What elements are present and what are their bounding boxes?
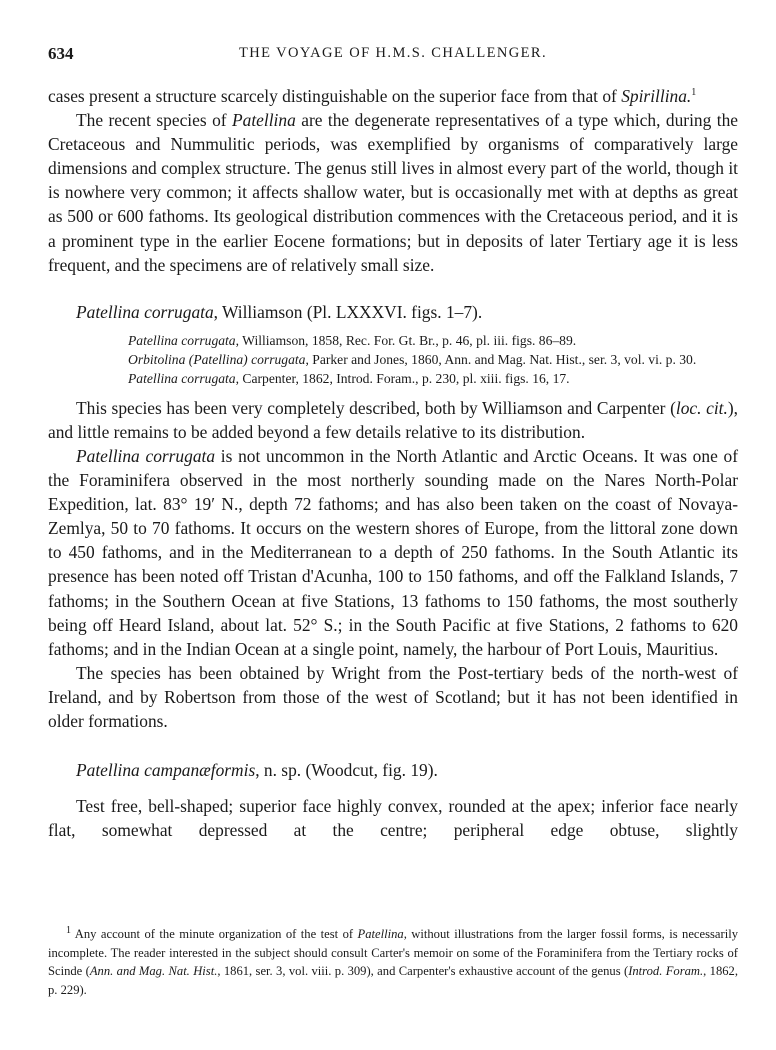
- paragraph-fossil-record: [48, 661, 738, 733]
- synonym-reference: , Parker and Jones, 1860, Ann. and Mag. Nat. Hist., ser. 3, vol. vi. p. 30.: [305, 351, 697, 367]
- synonym-name: Patellina corrugata: [128, 370, 236, 386]
- footnote-text: , 1862, p. 229).: [48, 964, 739, 997]
- paragraph-species-description: [48, 794, 738, 842]
- footnote-text: , 1861, ser. 3, vol. viii. p. 309), and Carpenter's exhaustive account of the genus (: [217, 964, 629, 978]
- footnote-marker: 1: [66, 924, 71, 936]
- synonym-name: Patellina corrugata: [128, 332, 236, 348]
- journal-title: Ann. and Mag. Nat. Hist.: [89, 964, 218, 978]
- page-number: 634: [48, 44, 74, 63]
- paragraph-text: ), and little remains to be added beyond a few details relative to its distribution.: [48, 397, 738, 442]
- species-authority: , Williamson (Pl. LXXXVI. figs. 1–7).: [213, 301, 483, 322]
- page-header: [48, 44, 738, 66]
- citation-abbrev: loc. cit.: [675, 397, 728, 418]
- footnote-text: , without illustrations from the larger fossil forms, is necessarily incomplete. The reader interested in the subject should consult Carter's memoir on some of the Foraminifera from the Tertiary rocks of Scinde (: [48, 927, 738, 978]
- paragraph-continued: [48, 84, 738, 108]
- synonymy-list: [48, 331, 738, 388]
- footnote-ref[interactable]: 1: [691, 87, 697, 99]
- paragraph-text: Test free, bell-shaped; superior face highly convex, rounded at the apex; inferior face nearly flat, somewhat depressed at the centre; peripheral edge obtuse, slightly: [48, 796, 738, 841]
- paragraph-description: [48, 396, 738, 444]
- species-name: Patellina corrugata: [76, 301, 214, 322]
- synonymy-entry: [128, 350, 738, 369]
- footnote-text: Any account of the minute organization of the test of: [71, 927, 358, 941]
- paragraph-text: The species has been obtained by Wright from the Post-tertiary beds of the north-west of Ireland, and by Robertson from those of the west of Scotland; but it has not been identified in older formations.: [48, 662, 738, 731]
- species-heading: [48, 300, 738, 324]
- running-title: THE VOYAGE OF H.M.S. CHALLENGER.: [239, 45, 547, 61]
- paragraph-text: is not uncommon in the North Atlantic and Arctic Oceans. It was one of the Foraminifera observed in the most northerly sounding made on the Nares North-Polar Expedition, lat. 83° 19′ N., depth 72 fathoms; and has also been taken on the coast of Novaya-Zemlya, 50 to 70 fathoms. It occurs on the western shores of Europe, from the littoral zone down to 450 fathoms, and in the Mediterranean to a depth of 250 fathoms. In the South Atlantic its presence has been noted off Tristan d'Acunha, 100 to 150 fathoms, and off the Falkland Islands, 7 fathoms; in the Southern Ocean at five Stations, 13 fathoms to 150 fathoms, the most southerly being off Heard Island, about lat. 52° S.; in the South Pacific at five Stations, 2 fathoms to 620 fathoms; and in the Indian Ocean at a single point, namely, the harbour of Port Louis, Mauritius.: [48, 445, 739, 659]
- paragraph-genus-remarks: [48, 108, 738, 277]
- synonymy-entry: [128, 331, 738, 350]
- genus-name: Patellina: [357, 927, 404, 941]
- page-body: [48, 84, 738, 842]
- paragraph-text: This species has been very completely described, both by Williamson and Carpenter (: [76, 397, 676, 418]
- genus-name: Patellina: [232, 110, 296, 131]
- synonym-name: Orbitolina (Patellina) corrugata: [128, 351, 306, 367]
- paragraph-distribution: [48, 444, 738, 661]
- species-heading: [48, 758, 738, 782]
- species-name: Patellina corrugata: [76, 445, 216, 466]
- synonymy-entry: [128, 369, 738, 388]
- species-name: Patellina campanæformis: [76, 760, 256, 781]
- paragraph-text: The recent species of: [76, 110, 233, 131]
- footnote: [48, 925, 738, 999]
- synonym-reference: , Carpenter, 1862, Introd. Foram., p. 230, pl. xiii. figs. 16, 17.: [235, 370, 570, 386]
- species-authority: , n. sp. (Woodcut, fig. 19).: [255, 760, 438, 781]
- synonym-reference: , Williamson, 1858, Rec. For. Gt. Br., p. 46, pl. iii. figs. 86–89.: [235, 332, 577, 348]
- book-title: Introd. Foram.: [628, 964, 704, 978]
- genus-name: Spirillina.: [621, 86, 692, 106]
- paragraph-text: cases present a structure scarcely distinguishable on the superior face from that of: [48, 86, 622, 106]
- footnotes: [48, 925, 738, 999]
- paragraph-text: are the degenerate representatives of a type which, during the Cretaceous and Nummulitic periods, was exemplified by organisms of comparatively large dimensions and complex structure. The genus still lives in almost every part of the world, though it is nowhere very common; it affects shallow water, but is occasionally met with at depths as great as 500 or 600 fathoms. Its geological distribution commences with the Cretaceous period, and it is a prominent type in the earlier Eocene formations; but in deposits of later Tertiary age it is less frequent, and the specimens are of relatively small size.: [48, 110, 738, 275]
